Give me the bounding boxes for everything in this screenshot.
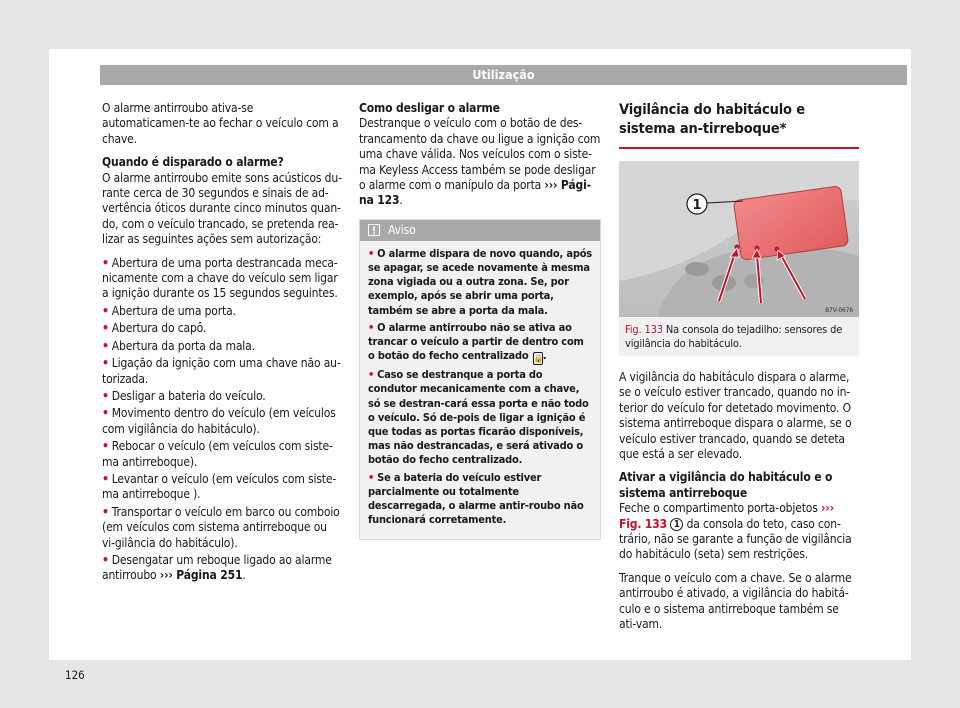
callout-number: 1 [670,518,683,531]
trigger-heading: Quando é disparado o alarme? [102,155,284,170]
figure-label: Fig. 133 [625,323,663,336]
list-item: • Movimento dentro do veículo (em veículos com vigilância do habitáculo). [102,406,336,436]
list-item: • Levantar o veículo (em veículos com siste-ma antirreboque ). [102,471,337,502]
list-item: • Abertura da porta da mala. [102,338,255,353]
list-item: • Ligação da ignição com uma chave não au-torizada. [102,356,341,386]
list-item: • Abertura de uma porta destrancada meca-nicamente com a chave do veículo sem ligar a ignição durante os 15 segundos seguintes. [102,255,338,301]
disable-alarm-paragraph: Destranque o veículo com o botão de des-trancamento da chave ou ligue a ignição com uma chave válida. Nos veículos com o siste-ma Keyless Access também se pode desligar o alarme com o manípulo da porta ››› Pági-na 123. [359,116,601,208]
trigger-bullet-list [102,256,342,584]
warning-box-header [360,220,600,241]
intro-paragraph: O alarme antirroubo ativa-se automaticamen-te ao fechar o veículo com a chave. [102,101,339,146]
figure-code: B7V-0676 [825,307,853,314]
fig-133-link[interactable]: ››› Fig. 133 [619,501,834,531]
lock-paragraph: Tranque o veículo com a chave. Se o alarme antirroubo é ativado, a vigilância do habitá-culo e o sistema antirreboque também se ati-vam. [619,570,852,632]
roof-console-illustration [619,161,859,317]
monitoring-paragraph: A vigilância do habitáculo dispara o alarme, se o veículo estiver trancado, quando no in-terior do veículo for detetado movimento. O sistema antirreboque dispara o alarme, se o veículo estiver trancado, quando se deteta que está a ser elevado. [619,370,852,462]
column-right [619,101,859,641]
list-item: • O alarme dispara de novo quando, após se apagar, se acede novamente à mesma zona vigiada ou a outra zona. Se, por exemplo, após se abrir uma porta, também se abre a porta da mala. [368,246,592,317]
warning-label: Aviso [388,222,416,237]
page-123-link[interactable]: ››› Pági-na 123 [359,178,591,208]
warning-box-body [360,241,600,539]
column-left [102,101,342,586]
activate-heading: Ativar a vigilância do habitáculo e o sistema antirreboque [619,470,833,500]
page-251-link[interactable]: ››› Página 251 [159,568,243,583]
central-lock-icon: 🔒 [533,354,544,364]
warning-icon [368,224,380,236]
trigger-paragraph: O alarme antirroubo emite sons acústicos du-rante cerca de 30 segundos e sinais de ad-vertência óticos durante cinco minutos quan-do, com o veículo trancado, se pretenda rea-lizar as seguintes ações sem autorização: [102,170,342,247]
header-band [100,65,907,85]
list-item: • Rebocar o veículo (em veículos com siste-ma antirreboque). [102,439,333,469]
list-item: • Desengatar um reboque ligado ao alarme antirroubo ››› Página 251. [102,552,332,583]
list-item: • Desligar a bateria do veículo. [102,388,266,403]
activate-paragraph: Feche o compartimento porta-objetos ››› Fig. 133 1 da consola do teto, caso con-trário, não se garante a função de vigilância do habitáculo (seta) sem restrições. [619,501,852,562]
manual-page [49,49,911,660]
figure-callout: 1 [692,198,702,213]
figure-caption: Fig. 133 Na consola do tejadilho: sensores de vigilância do habitáculo. [625,323,843,350]
list-item: • Caso se destranque a porta do condutor mecanicamente com a chave, só se destran-cará essa porta e não todo o veículo. Só de-pois de ligar a ignição é que todas as portas ficarão disponíveis, mas não destrancadas, e será ativado o botão do fecho centralizado. [368,368,589,467]
page-header-title: Utilização [472,67,535,82]
list-item: • Se a bateria do veículo estiver parcialmente ou totalmente descarregada, o alarme antir-roubo não funcionará corretamente. [368,470,584,527]
list-item: • O alarme antirroubo não se ativa ao trancar o veículo a partir de dentro com o botão do fecho centralizado 🔒. [368,320,584,364]
figure-133 [619,161,859,356]
list-item: • Abertura do capô. [102,321,207,336]
disable-alarm-heading: Como desligar o alarme [359,101,500,115]
page-number: 126 [65,668,85,682]
list-item: • Abertura de uma porta. [102,303,236,318]
warning-box [359,219,601,540]
list-item: • Transportar o veículo em barco ou comboio (em veículos com sistema antirreboque ou vi-gilância do habitáculo). [102,504,340,550]
section-title: Vigilância do habitáculo e sistema an-tirreboque* [619,101,859,149]
column-middle [359,101,601,540]
